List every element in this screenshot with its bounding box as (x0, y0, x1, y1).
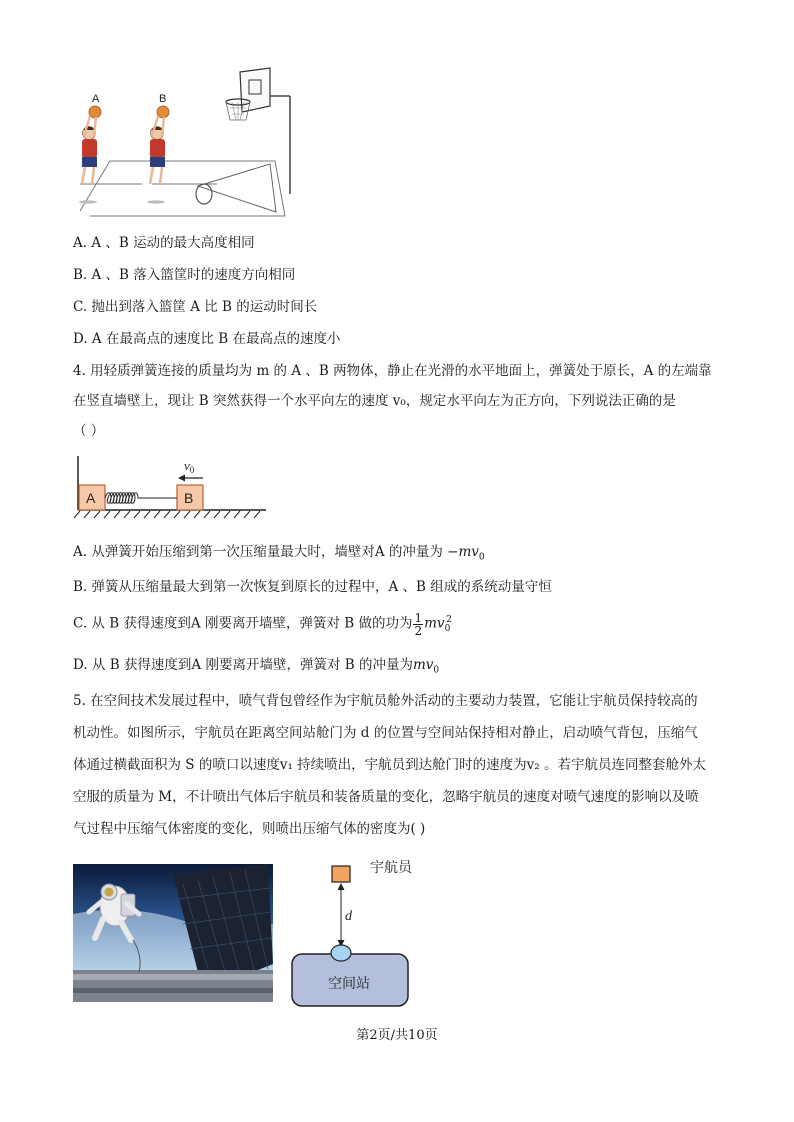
q4-option-d: D. 从 B 获得速度到A 刚要离开墙壁，弹簧对 B 的冲量为$mv_0$ (73, 657, 440, 676)
velocity-label: v (184, 458, 190, 473)
q3-option-d: D. A 在最高点的速度比 B 在最高点的速度小 (73, 331, 341, 347)
q4-stem-line-1: 4. 用轻质弹簧连接的质量均为 m 的 A 、B 两物体，静止在光滑的水平地面上，弹簧处于原长，A 的左端靠 (73, 363, 712, 379)
block-a-label: A (86, 490, 96, 506)
velocity-subscript: 0 (189, 465, 195, 475)
q3-option-c: C. 抛出到落入篮筐 A 比 B 的运动时间长 (73, 299, 318, 315)
q4-stem-line-3: （ ） (73, 423, 105, 439)
player-b-label: B (159, 93, 167, 105)
basketball-figure (70, 66, 300, 218)
porthole-icon (331, 945, 351, 961)
q5-stem-line-5: 气过程中压缩气体密度的变化，则喷出压缩气体的密度为( ) (73, 821, 426, 837)
spring-blocks-figure (70, 452, 270, 522)
page-number: 第2页/共10页 (356, 1028, 438, 1043)
q3-option-b: B. A 、B 落入篮筐时的速度方向相同 (73, 267, 296, 283)
q3-option-a: A. A 、B 运动的最大高度相同 (73, 235, 255, 251)
player-a (79, 106, 101, 204)
block-b-label: B (184, 490, 194, 506)
station-label: 空间站 (328, 976, 370, 992)
distance-label: d (345, 909, 352, 924)
q5-stem-line-2: 机动性。如图所示，宇航员在距离空间站舱门为 d 的位置与空间站保持相对静止，启动喷气背包，压缩气 (73, 725, 698, 741)
astronaut-photo (73, 864, 273, 1002)
q4-stem-line-2: 在竖直墙壁上，现让 B 突然获得一个水平向左的速度 v₀，规定水平向左为正方向，下列说法正确的是 (73, 393, 676, 409)
player-a-label: A (92, 93, 100, 105)
astronaut-label: 宇航员 (370, 860, 412, 876)
q4-option-a: A. 从弹簧开始压缩到第一次压缩量最大时，墙壁对A 的冲量为 $-mv_0$ (73, 544, 485, 563)
svg-text:v0 (184, 458, 195, 475)
spring (105, 493, 177, 504)
q5-stem-line-3: 体通过横截面积为 S 的喷口以速度v₁ 持续喷出，宇航员到达舱门时的速度为v₂ 。若宇航员连同整套舱外太 (73, 757, 706, 773)
space-station-diagram (290, 854, 420, 1012)
q5-stem-line-4: 空服的质量为 M，不计喷出气体后宇航员和装备质量的变化，忽略宇航员的速度对喷气速度的影响以及喷 (73, 789, 699, 805)
q5-stem-line-1: 5. 在空间技术发展过程中，喷气背包曾经作为宇航员舱外活动的主要动力装置，它能让宇航员保持较高的 (73, 693, 698, 709)
player-b (147, 106, 169, 204)
q4-option-c: C. 从 B 获得速度到A 刚要离开墙壁，弹簧对 B 做的功为 $\frac{1}{2}$ $mv_0^2$ (73, 610, 453, 638)
q4-option-b: B. 弹簧从压缩量最大到第一次恢复到原长的过程中，A 、B 组成的系统动量守恒 (73, 579, 552, 595)
astronaut-box (332, 866, 350, 882)
